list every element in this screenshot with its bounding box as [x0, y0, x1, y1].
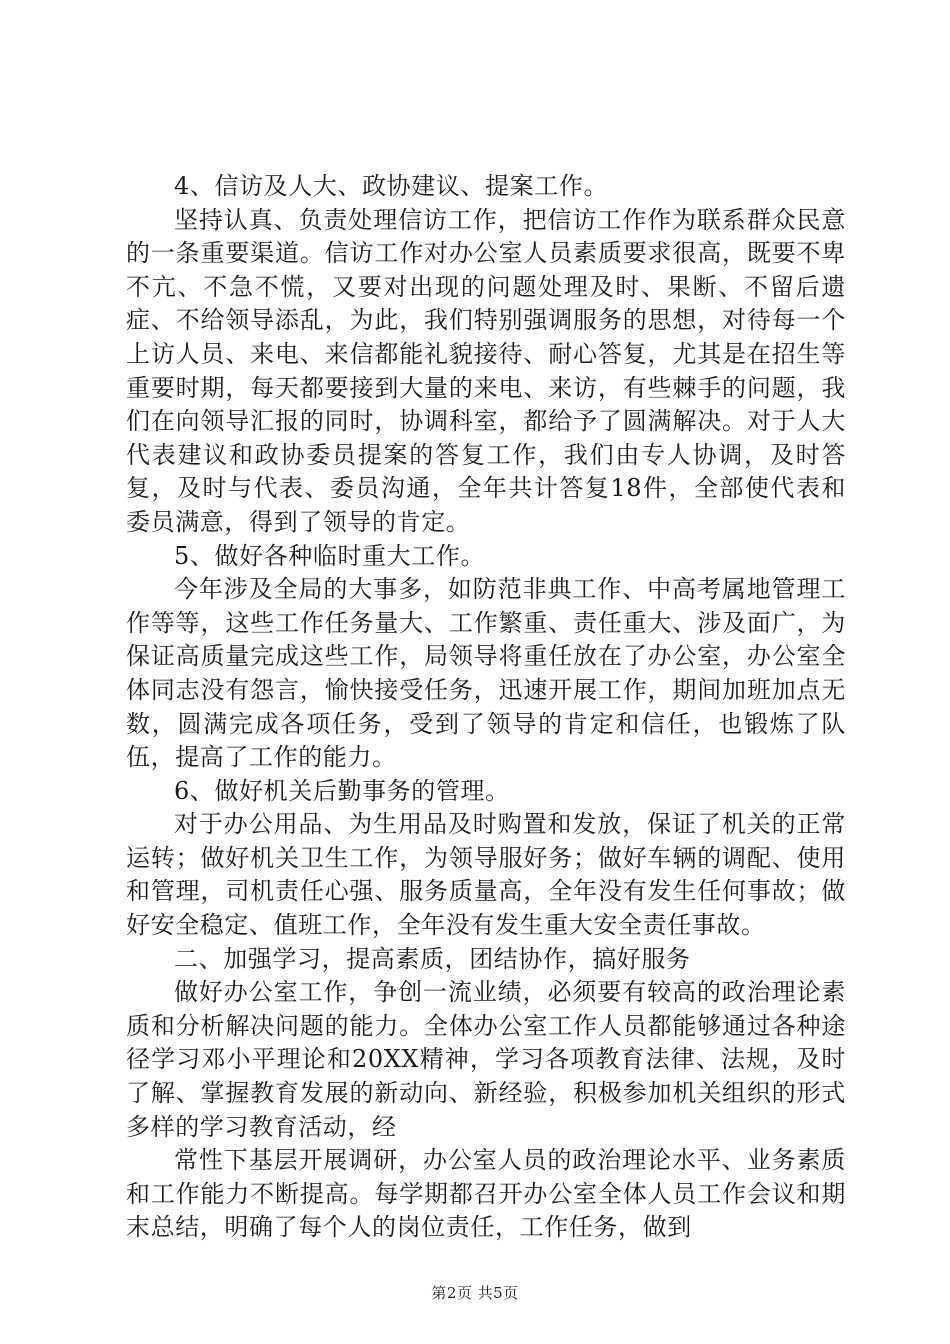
section-heading-5: 5、做好各种临时重大工作。 [174, 541, 486, 570]
paragraph-petitions: 坚持认真、负责处理信访工作，把信访工作作为联系群众民意的一条重要渠道。信访工作对办公室人员素质要求很高，既要不卑不亢、不急不慌，又要对出现的问题处理及时、果断、不留后遗症、不给领导添乱，为此，我们特别强调服务的思想，对待每一个上访人员、来电、来信都能礼貌接待、耐心答复，尤其是在招生等重要时期，每天都要接到大量的来电、来访，有些棘手的问题，我们在向领导汇报的同时，协调科室，都给予了圆满解决。对于人大代表建议和政协委员提案的答复工作，我们由专人协调，及时答复，及时与代表、委员沟通，全年共计答复18件，全部使代表和委员满意，得到了领导的肯定。 [126, 205, 846, 536]
document-body [126, 170, 846, 1245]
section-heading-6: 6、做好机关后勤事务的管理。 [174, 776, 510, 805]
paragraph-research: 常性下基层开展调研，办公室人员的政治理论水平、业务素质和工作能力不断提高。每学期都召开办公室全体人员工作会议和期末总结，明确了每个人的岗位责任，工作任务，做到 [126, 1146, 846, 1242]
paragraph-major-tasks: 今年涉及全局的大事多，如防范非典工作、中高考属地管理工作等等，这些工作任务量大、工作繁重、责任重大、涉及面广，为保证高质量完成这些工作，局领导将重任放在了办公室，办公室全体同志没有怨言，愉快接受任务，迅速开展工作，期间加班加点无数，圆满完成各项任务，受到了领导的肯定和信任，也锻炼了队伍，提高了工作的能力。 [126, 575, 846, 772]
section-heading-4: 4、信访及人大、政协建议、提案工作。 [174, 172, 609, 200]
paragraph-logistics: 对于办公用品、为生用品及时购置和发放，保证了机关的正常运转；做好机关卫生工作，为领导服好务；做好车辆的调配、使用和管理，司机责任心强、服务质量高，全年没有发生任何事故；做好安全稳定、值班工作，全年没有发生重大安全责任事故。 [126, 810, 846, 940]
paragraph-study: 做好办公室工作，争创一流业绩，必须要有较高的政治理论素质和分析解决问题的能力。全体办公室工作人员都能够通过各种途径学习邓小平理论和20XX精神，学习各项教育法律、法规，及时了解、掌握教育发展的新动向、新经验，积极参加机关组织的形式多样的学习教育活动，经 [126, 978, 846, 1141]
section-heading-two: 二、加强学习，提高素质，团结协作，搞好服务 [174, 944, 691, 973]
page-number-footer: 第2页 共5页 [431, 1284, 519, 1302]
